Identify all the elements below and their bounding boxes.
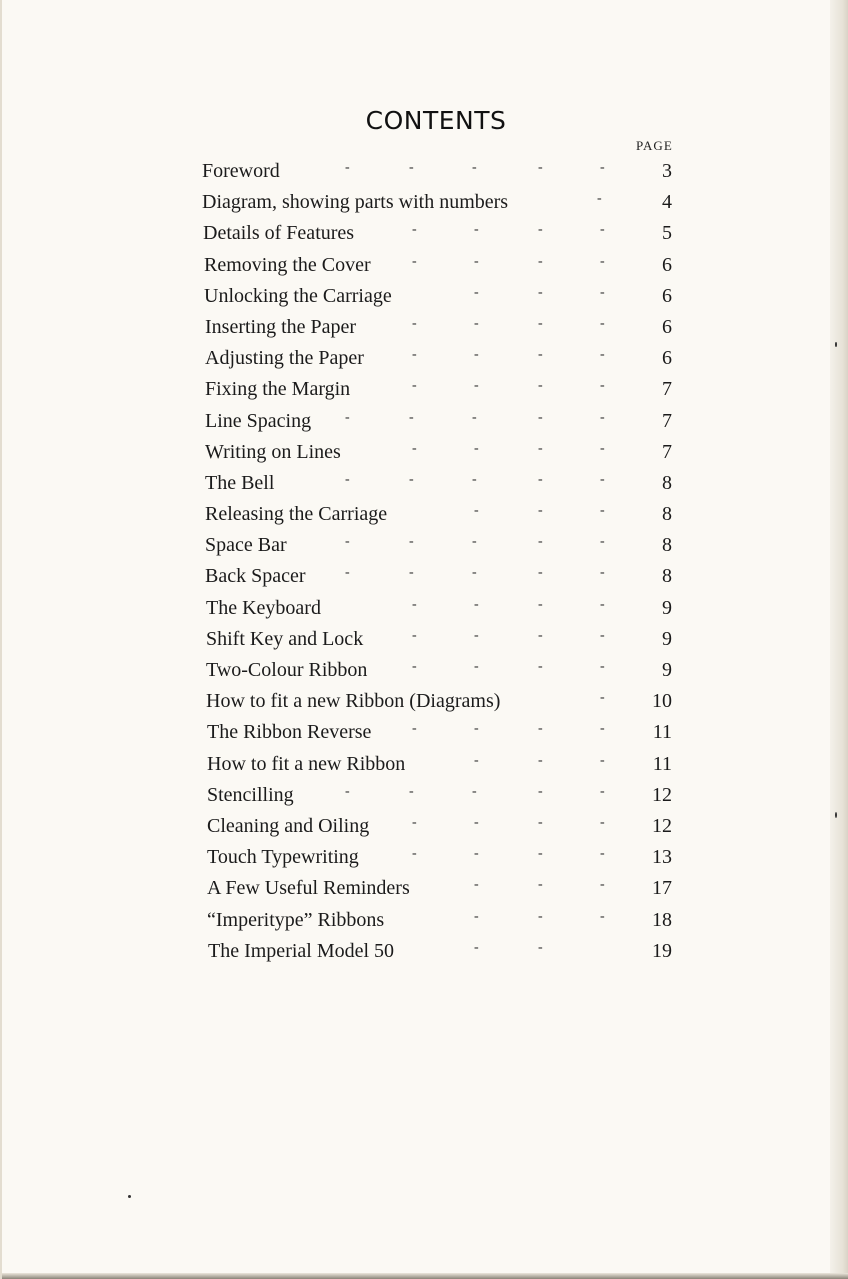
toc-entry-title: The Keyboard [206,596,321,619]
dot-leader: - [474,347,479,363]
toc-entry [202,345,682,376]
dot-leader: - [474,503,479,519]
dot-leader: - [538,534,543,550]
dot-leader: - [412,378,417,394]
toc-entry [202,283,682,314]
dot-leader: - [474,315,479,331]
dot-leader: - [600,471,605,487]
toc-entry [202,719,682,750]
toc-entry-page-number: 11 [652,752,672,775]
toc-entry [202,751,682,782]
toc-entry-page-number: 9 [662,659,672,681]
toc-entry-page-number: 5 [662,222,672,245]
dot-leader: - [474,659,479,674]
dot-leader: - [472,471,477,487]
dot-leader: - [538,752,543,768]
dot-leader: - [600,908,605,924]
toc-entry-title: How to fit a new Ribbon [207,752,406,775]
dot-leader: - [538,160,543,175]
dot-leader: - [538,440,543,456]
page-right-edge [830,0,848,1279]
dot-leader: - [345,409,350,425]
page-title: CONTENTS [365,106,507,135]
dot-leader: - [538,721,543,737]
toc-entry [202,907,682,938]
toc-entry [202,158,682,189]
toc-entry-page-number: 12 [652,783,672,806]
dot-leader: - [474,222,479,238]
toc-entry-title: Adjusting the Paper [205,347,364,370]
toc-entry-page-number: 13 [652,846,672,869]
dot-leader: - [538,315,543,331]
toc-entry-title: The Bell [205,471,275,494]
table-of-contents [202,158,682,969]
toc-entry-page-number: 12 [652,814,672,837]
toc-entry-page-number: 4 [662,191,672,214]
toc-entry-title: Space Bar [205,534,287,557]
toc-entry [202,408,682,439]
toc-entry [202,813,682,844]
dot-leader: - [472,160,477,175]
dot-leader: - [538,409,543,425]
toc-entry-title: Removing the Cover [204,253,371,276]
toc-entry [202,875,682,906]
dot-leader: - [538,471,543,487]
toc-entry-title: The Ribbon Reverse [207,721,372,744]
dot-leader: - [474,939,479,955]
toc-entry-page-number: 7 [662,440,672,463]
toc-entry [202,938,682,969]
toc-entry [202,595,682,626]
dot-leader: - [538,347,543,363]
dot-leader: - [538,627,543,643]
dot-leader: - [412,659,417,674]
toc-entry-page-number: 8 [662,471,672,494]
toc-entry-page-number: 9 [662,627,672,650]
toc-entry-title: A Few Useful Reminders [207,877,410,900]
dot-leader: - [600,659,605,674]
dot-leader: - [472,783,477,799]
dot-leader: - [474,440,479,456]
toc-entry-title: Touch Typewriting [207,846,359,869]
dot-leader: - [412,596,417,612]
dot-leader: - [538,814,543,830]
paper-speck [128,1195,131,1198]
toc-entry-page-number: 6 [662,253,672,276]
dot-leader: - [600,721,605,737]
dot-leader: - [538,378,543,394]
toc-entry [202,782,682,813]
toc-entry-page-number: 6 [662,315,672,338]
dot-leader: - [600,877,605,893]
dot-leader: - [600,378,605,394]
toc-entry-page-number: 8 [662,503,672,526]
dot-leader: - [412,253,417,269]
dot-leader: - [600,814,605,830]
toc-entry-title: Details of Features [203,222,355,245]
toc-entry-page-number: 17 [652,877,672,900]
toc-entry [202,844,682,875]
toc-entry [202,314,682,345]
toc-entry-page-number: 11 [652,721,672,744]
dot-leader: - [472,565,477,581]
dot-leader: - [409,783,414,799]
toc-entry-title: Diagram, showing parts with numbers [202,191,509,214]
dot-leader: - [600,503,605,519]
toc-entry-title: Back Spacer [205,565,306,588]
dot-leader: - [538,783,543,799]
dot-leader: - [345,471,350,487]
dot-leader: - [600,347,605,363]
dot-leader: - [600,627,605,643]
dot-leader: - [600,596,605,612]
dot-leader: - [600,534,605,550]
dot-leader: - [412,315,417,331]
toc-entry-title: “Imperitype” Ribbons [207,908,385,931]
dot-leader: - [474,908,479,924]
toc-entry-page-number: 8 [662,565,672,588]
toc-entry-page-number: 10 [652,690,672,713]
dot-leader: - [538,877,543,893]
dot-leader: - [474,752,479,768]
dot-leader: - [345,783,350,799]
dot-leader: - [597,191,602,207]
toc-entry-page-number: 7 [662,409,672,432]
dot-leader: - [409,160,414,175]
dot-leader: - [474,814,479,830]
toc-entry-title: Releasing the Carriage [205,503,388,526]
dot-leader: - [409,565,414,581]
dot-leader: - [474,596,479,612]
dot-leader: - [538,565,543,581]
dot-leader: - [600,783,605,799]
toc-entry-title: Shift Key and Lock [206,627,364,650]
toc-entry-page-number: 6 [662,347,672,370]
toc-entry-title: Two-Colour Ribbon [206,659,368,681]
toc-entry [202,626,682,657]
toc-entry [202,376,682,407]
toc-entry [202,532,682,563]
toc-entry-title: Inserting the Paper [205,315,357,338]
dot-leader: - [600,253,605,269]
dot-leader: - [412,222,417,238]
dot-leader: - [600,160,605,175]
toc-entry [202,189,682,220]
toc-entry [202,501,682,532]
toc-entry [202,688,682,719]
toc-entry-title: How to fit a new Ribbon (Diagrams) [206,690,501,713]
dot-leader: - [474,846,479,862]
dot-leader: - [538,939,543,955]
dot-leader: - [412,721,417,737]
dot-leader: - [538,253,543,269]
page-column-label: PAGE [636,138,673,153]
toc-entry-title: Foreword [202,160,280,182]
dot-leader: - [474,627,479,643]
dot-leader: - [345,565,350,581]
dot-leader: - [600,222,605,238]
toc-entry-page-number: 6 [662,284,672,307]
dot-leader: - [474,284,479,300]
dot-leader: - [345,160,350,175]
dot-leader: - [538,284,543,300]
paper-speck [835,812,837,818]
dot-leader: - [538,596,543,612]
dot-leader: - [600,409,605,425]
dot-leader: - [538,908,543,924]
dot-leader: - [600,565,605,581]
toc-entry-page-number: 8 [662,534,672,557]
toc-entry-title: The Imperial Model 50 [208,939,395,962]
toc-entry-title: Stencilling [207,783,294,806]
toc-entry-title: Unlocking the Carriage [204,284,392,307]
toc-entry-title: Cleaning and Oiling [207,814,370,837]
toc-entry-page-number: 18 [652,908,672,931]
dot-leader: - [409,471,414,487]
dot-leader: - [412,846,417,862]
toc-entry-page-number: 19 [652,939,672,962]
toc-entry [202,439,682,470]
dot-leader: - [600,690,605,706]
toc-entry-page-number: 3 [662,160,672,182]
toc-entry [202,657,682,688]
dot-leader: - [412,627,417,643]
dot-leader: - [345,534,350,550]
paper-speck [835,342,837,347]
dot-leader: - [474,378,479,394]
toc-entry-page-number: 9 [662,596,672,619]
toc-entry-title: Writing on Lines [205,440,341,463]
dot-leader: - [538,846,543,862]
dot-leader: - [412,440,417,456]
toc-entry-page-number: 7 [662,378,672,401]
dot-leader: - [412,814,417,830]
dot-leader: - [600,846,605,862]
dot-leader: - [472,534,477,550]
toc-entry-title: Fixing the Margin [205,378,351,401]
dot-leader: - [600,752,605,768]
dot-leader: - [538,659,543,674]
toc-entry [202,252,682,283]
dot-leader: - [538,222,543,238]
dot-leader: - [472,409,477,425]
dot-leader: - [600,315,605,331]
toc-entry [202,470,682,501]
dot-leader: - [600,284,605,300]
page-bottom-edge [2,1273,848,1279]
dot-leader: - [409,534,414,550]
toc-entry [202,563,682,594]
toc-entry-title: Line Spacing [205,409,312,432]
dot-leader: - [600,440,605,456]
dot-leader: - [474,253,479,269]
dot-leader: - [409,409,414,425]
dot-leader: - [412,347,417,363]
dot-leader: - [474,877,479,893]
toc-entry [202,220,682,251]
dot-leader: - [474,721,479,737]
dot-leader: - [538,503,543,519]
